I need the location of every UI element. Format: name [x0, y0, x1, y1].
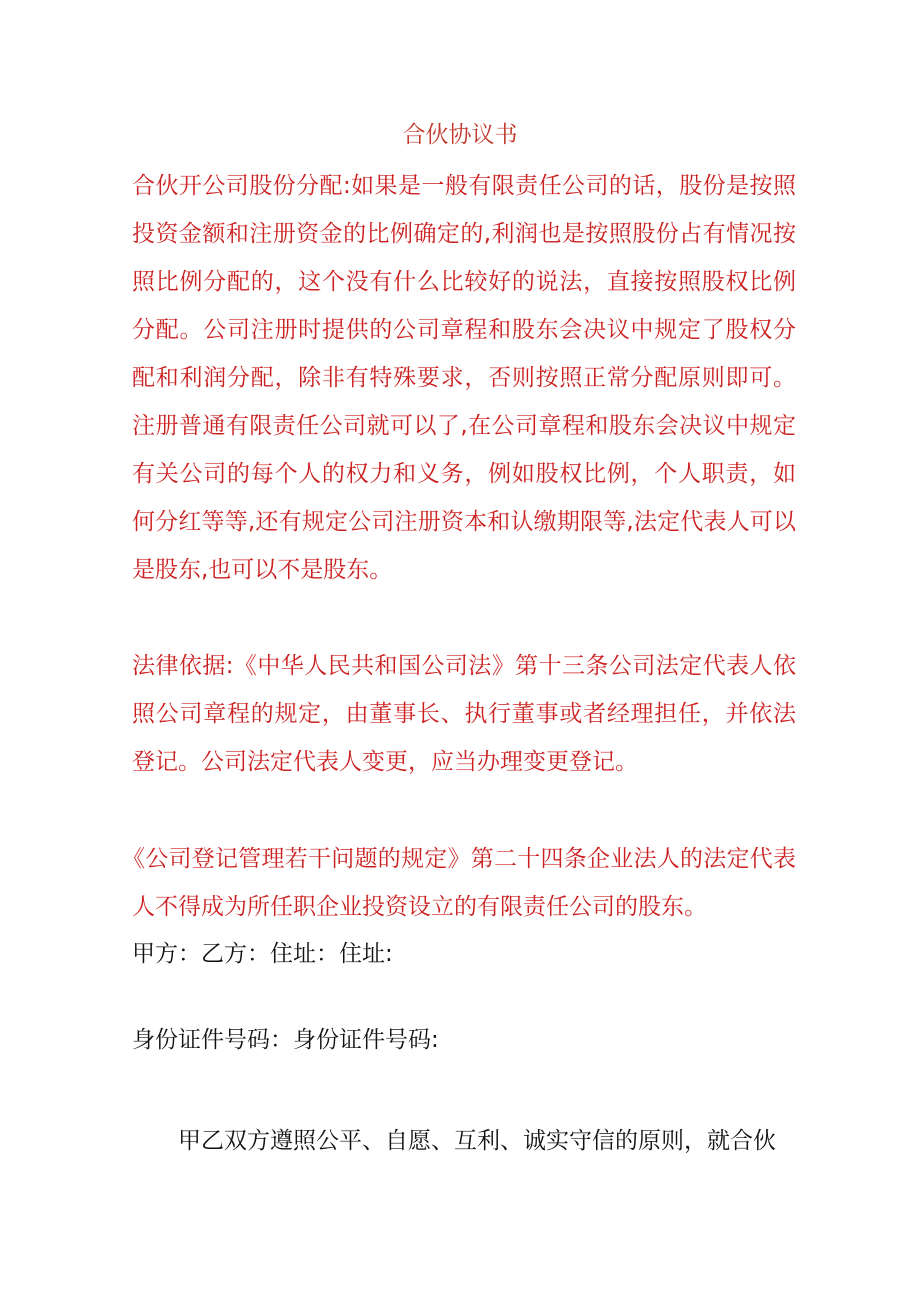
- legal-basis-paragraph: 法律依据:《中华人民共和国公司法》第十三条公司法定代表人依照公司章程的规定，由董事长、执行董事或者经理担任，并依法登记。公司法定代表人变更，应当办理变更登记。: [132, 653, 796, 775]
- principle-paragraph: 甲乙双方遵照公平、自愿、互利、诚实守信的原则，就合伙: [178, 1128, 776, 1154]
- id-number-line: 身份证件号码：身份证件号码:: [132, 1027, 439, 1053]
- intro-paragraph: 合伙开公司股份分配:如果是一般有限责任公司的话，股份是按照投资金额和注册资金的比例确定的,利润也是按照股份占有情况按照比例分配的，这个没有什么比较好的说法，直接按照股权比例分配。公司注册时提供的公司章程和股东会决议中规定了股权分配和利润分配，除非有特殊要求，否则按照正常分配原则即可。注册普通有限责任公司就可以了,在公司章程和股东会决议中规定有关公司的每个人的权力和义务，例如股权比例，个人职责，如何分红等等,还有规定公司注册资本和认缴期限等,法定代表人可以是股东,也可以不是股东。: [132, 173, 796, 583]
- parties-line: 甲方：乙方：住址：住址:: [132, 941, 393, 967]
- regulation-paragraph: 《公司登记管理若干问题的规定》第二十四条企业法人的法定代表人不得成为所任职企业投资设立的有限责任公司的股东。: [122, 846, 796, 920]
- document-title: 合伙协议书: [402, 122, 518, 148]
